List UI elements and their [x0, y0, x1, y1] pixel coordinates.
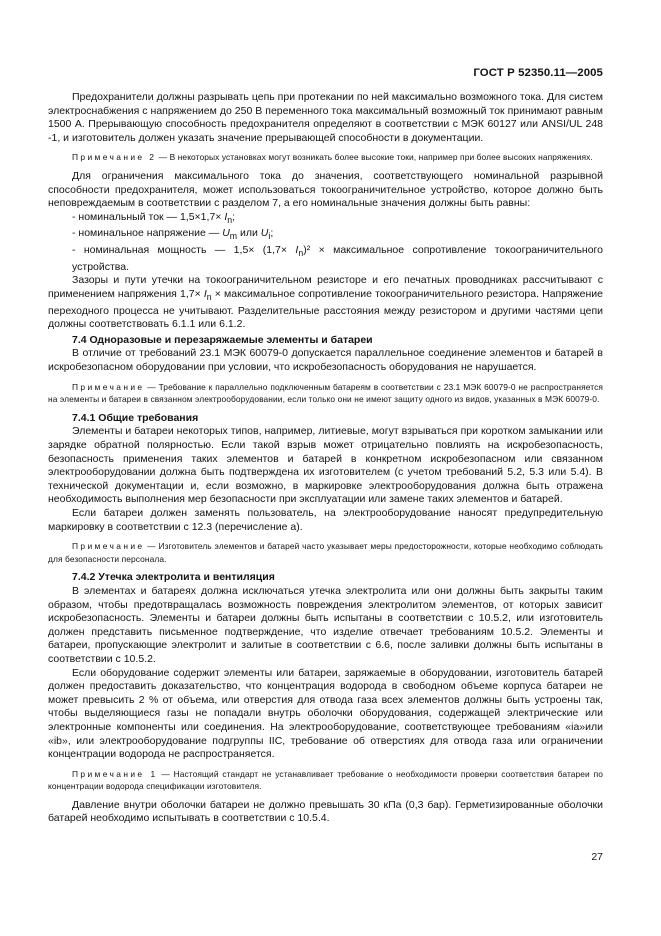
document-id: ГОСТ Р 52350.11—2005	[473, 67, 603, 79]
paragraph-current-limiter: Для ограничения максимального тока до значения, соответствующего номинальной разрывной способности предохранителя, может использоваться токоограничительное устройство, которое должно быть неповреждаемым в соответствии с разделом 7, а его номинальные значения должны быть равны:	[48, 169, 603, 210]
paragraph-electrolyte-leakage: В элементах и батареях должна исключаться утечка электролита или они должны быть закрыты таким образом, чтобы предотвращалась возможность повреждения электролитом элементов, от которых зависит искробезопасность. Элементы и батареи должны быть испытаны в соответствии с 10.5.2, или изготовитель должен представить письменное подтверждение, что изделие отвечает требованиям 10.5.2. Элементы и батареи, пропускающие электролит и залитые в соответствии с 6.6, после заливки должны быть испытаны в соответствии с 10.5.2.	[48, 584, 603, 665]
list-item-rated-voltage: - номинальное напряжение — $U_m$ или $U_i$;	[72, 227, 274, 242]
note-parallel-batteries	[48, 381, 603, 406]
note-text: — В некоторых установках могут возникать более высокие токи, например при более высоких напряжениях.	[156, 152, 593, 163]
note-label: Примечание	[72, 381, 145, 392]
page-number: 27	[591, 851, 603, 863]
section-heading-7-4: 7.4 Одноразовые и перезаряжаемые элементы и батареи	[72, 333, 373, 346]
section-heading-7-4-1: 7.4.1 Общие требования	[72, 411, 199, 424]
section-heading-7-4-2: 7.4.2 Утечка электролита и вентиляция	[72, 571, 275, 584]
note-2	[48, 151, 603, 164]
note-1-hydrogen	[48, 768, 603, 793]
page-body	[48, 91, 603, 826]
list-item-rated-power: - номинальная мощность — $1,5\times (1,7\times I_n)^2$ × максимальное сопротивление токоограничительного устройства.	[72, 244, 603, 273]
note-text: — Требование к параллельно подключенным батареям в соответствии с 23.1 МЭК 60079-0 не распространяется на элементы и батареи в связанном электрооборудовании, если только они не имеют защиту одного из видов, указанных в МЭК 60079-0.	[48, 381, 603, 405]
note-precautions	[48, 540, 603, 565]
paragraph-fuses: Предохранители должны разрывать цепь при протекании по ней максимально возможного тока. Для систем электроснабжения с напряжением до 250 В переменного тока максимальный возможный ток принимают равным 1500 А. Прерывающую способность предохранителя определяют в соответствии с МЭК 60127 или ANSI/UL 248 -1, и изготовитель должен указать значение прерывающей способности в документации.	[48, 91, 603, 144]
note-text: — Настоящий стандарт не устанавливает требование о необходимости проверки соответствия батареи по концентрации водорода спецификации изготовителя.	[48, 768, 603, 792]
paragraph-lithium-cells: Элементы и батареи некоторых типов, например, литиевые, могут взрываться при коротком замыкании или зарядке обратной полярностью. Если такой взрыв может отрицательно повлиять на искробезопасность, безопасность применения таких элементов и батарей в конкретном искробезопасном или связанном электрооборудовании должна быть подтверждена их изготовителем (с учетом требований 5.2, 5.3 или 5.4). В технической документации и, если возможно, в маркировке электрооборудования должна быть отражена необходимость выполнения мер безопасности при эксплуатации или замене таких элементов и батарей.	[48, 425, 603, 506]
paragraph-user-replacement: Если батареи должен заменять пользователь, на электрооборудование наносят предупредительную маркировку в соответствии с 12.3 (перечисление а).	[48, 507, 603, 533]
paragraph-hydrogen-ventilation: Если оборудование содержит элементы или батареи, заряжаемые в оборудовании, изготовитель батарей должен предоставить доказательство, что концентрация водорода в свободном объеме корпуса батареи не может превысить 2 % от объема, или отверстия для отвода газа всех элементов должны быть устроены так, чтобы выделяющиеся газы не попадали внутрь оболочки оборудования, содержащей электрические или электронные компоненты или соединения. На электрооборудование, соответствующее требованиям «ia»или «ib», или электрооборудование подгруппы IIC, требование об отверстиях для отвода газа или ограничении концентрации водорода не распространяется.	[48, 666, 603, 761]
list-item-rated-current: - номинальный ток — $1,5\times 1,7\times I_n$;	[72, 210, 236, 225]
note-label: Примечание	[72, 541, 145, 552]
paragraph-pressure: Давление внутри оболочки батареи не должно превышать 30 кПа (0,3 бар). Герметизированные оболочки батарей необходимо испытывать в соответствии с 10.5.4.	[48, 798, 603, 825]
note-label: Примечание 2	[72, 152, 157, 163]
note-label: Примечание 1	[72, 768, 158, 779]
paragraph-clearances: Зазоры и пути утечки на токоограничительном резисторе и его печатных проводниках рассчитывают с применением напряжения $1,7\times I_n$ × максимальное сопротивление токоограничительного резистора. Напряжение переходного процесса не учитывают. Разделительные расстояния между резистором и другими частями цепи должны соответствовать 6.1.1 или 6.1.2.	[48, 274, 603, 331]
paragraph-parallel-connection: В отличие от требований 23.1 МЭК 60079-0 допускается параллельное соединение элементов и батарей в искробезопасном оборудовании при условии, что искробезопасность оборудования не нарушается.	[48, 347, 603, 374]
note-text: — Изготовитель элементов и батарей часто указывает меры предосторожности, которые необходимо соблюдать для безопасности персонала.	[48, 541, 603, 564]
